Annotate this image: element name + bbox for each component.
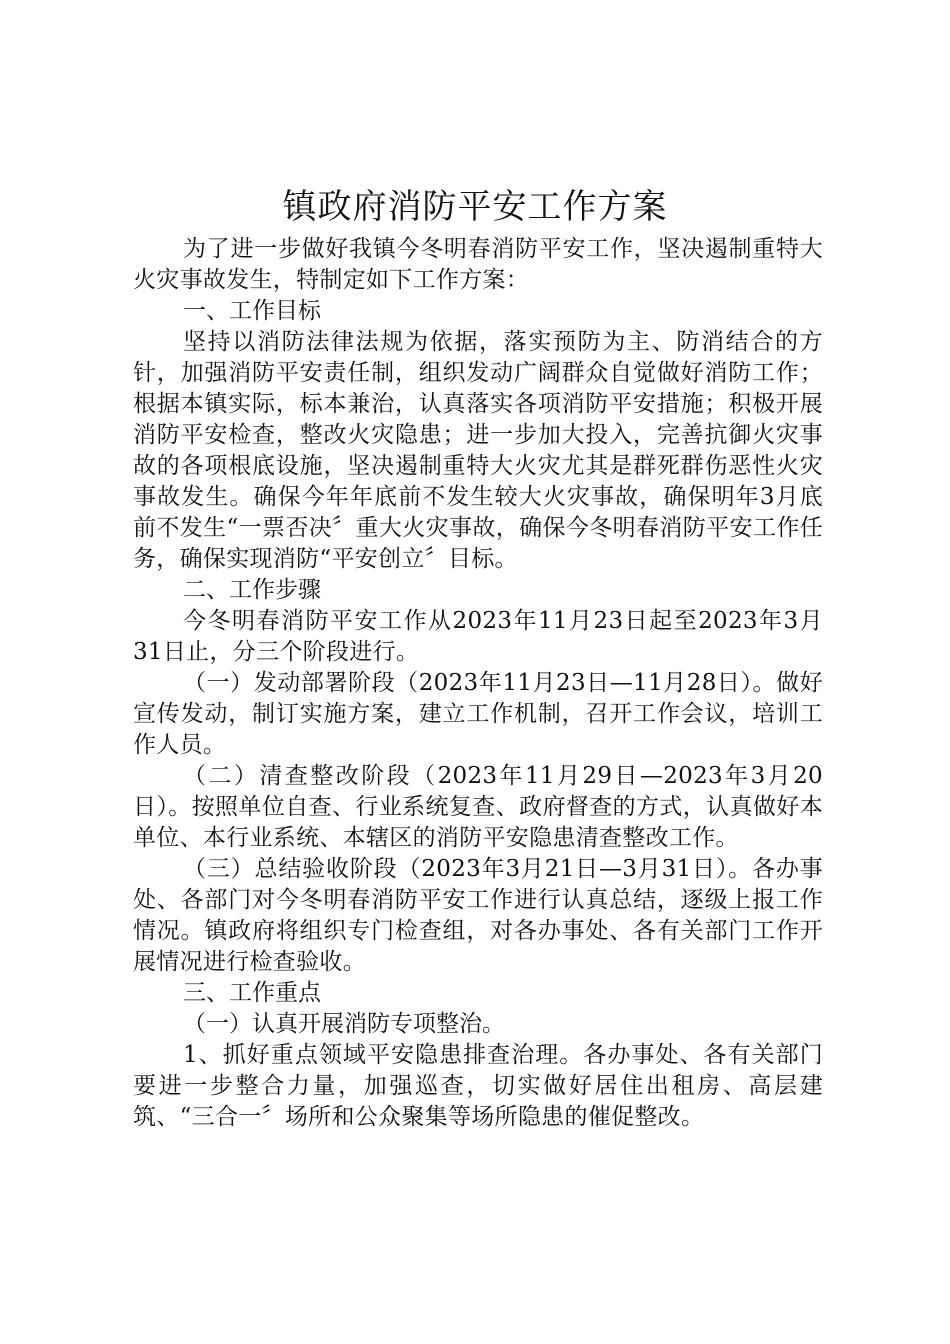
phase-two-paragraph: （二）清查整改阶段（2023年11月29日—2023年3月20日）。按照单位自查、行业系统复查、政府督查的方式，认真做好本单位、本行业系统、本辖区的消防平安隐患清查整改工作。 [133,763,823,851]
priority-one-heading: （一）认真开展消防专项整治。 [183,1011,505,1037]
phase-one-paragraph: （一）发动部署阶段（2023年11月23日—11月28日）。做好宣传发动，制订实施方案，建立工作机制，召开工作会议，培训工作人员。 [133,670,823,758]
document-body [133,234,823,1133]
intro-paragraph: 为了进一步做好我镇今冬明春消防平安工作，坚决遏制重特大火灾事故发生，特制定如下工作方案： [133,236,823,293]
document-title: 镇政府消防平安工作方案 [282,187,668,227]
section-heading-priorities: 三、工作重点 [183,980,321,1006]
goals-paragraph: 坚持以消防法律法规为依据，落实预防为主、防消结合的方针，加强消防平安责任制，组织发动广阔群众自觉做好消防工作；根据本镇实际，标本兼治，认真落实各项消防平安措施；积极开展消防平安检查，整改火灾隐患；进一步加大投入，完善抗御火灾事故的各项根底设施，坚决遏制重特大火灾尤其是群死群伤恶性火灾事故发生。确保今年年底前不发生较大火灾事故，确保明年3月底前不发生“一票否决〞重大火灾事故，确保今冬明春消防平安工作任务，确保实现消防“平安创立〞目标。 [133,329,823,572]
steps-intro-paragraph: 今冬明春消防平安工作从2023年11月23日起至2023年3月31日止，分三个阶段进行。 [133,608,823,665]
section-heading-steps: 二、工作步骤 [183,577,321,603]
phase-three-paragraph: （三）总结验收阶段（2023年3月21日—3月31日）。各办事处、各部门对今冬明春消防平安工作进行认真总结，逐级上报工作情况。镇政府将组织专门检查组，对各办事处、各有关部门工作开展情况进行检查验收。 [133,856,823,975]
priority-one-item-1-paragraph: 1、抓好重点领域平安隐患排查治理。各办事处、各有关部门要进一步整合力量，加强巡查，切实做好居住出租房、高层建筑、“三合一〞场所和公众聚集等场所隐患的催促整改。 [133,1042,823,1130]
section-heading-goals: 一、工作目标 [183,298,321,324]
